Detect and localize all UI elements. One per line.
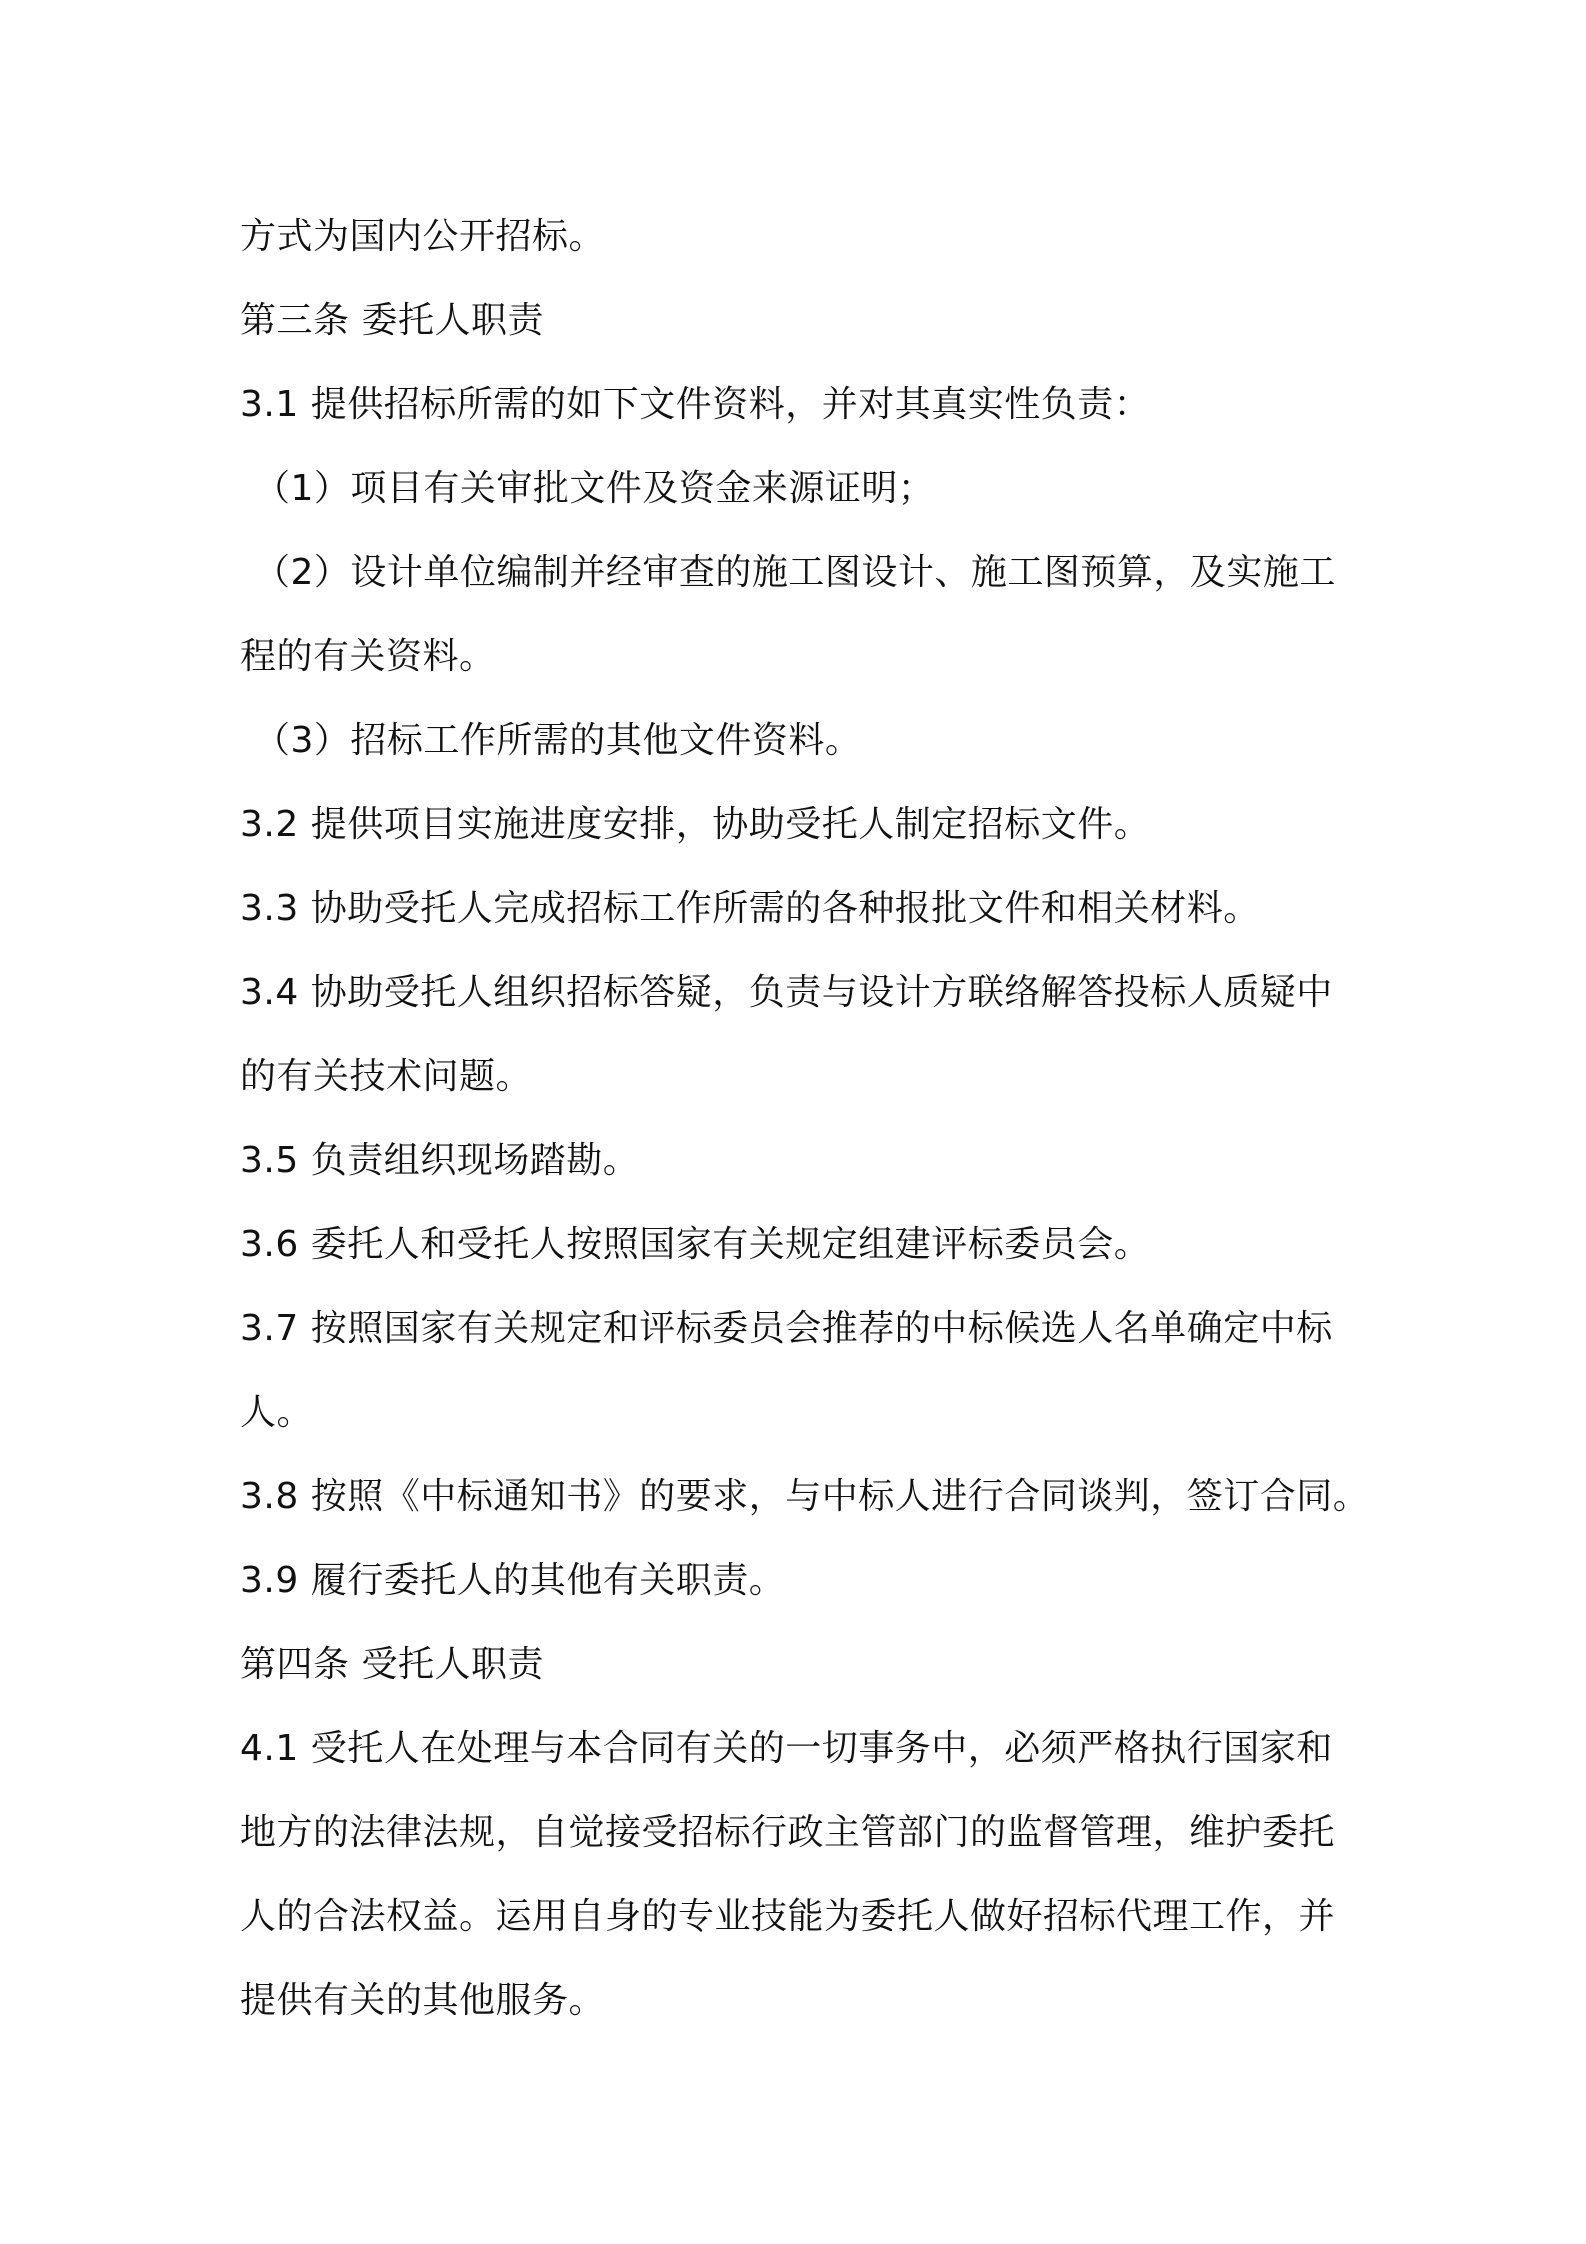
paragraph-line: 3.5 负责组织现场踏勘。 <box>240 1140 640 1181</box>
list-item-continuation: 程的有关资料。 <box>240 636 496 677</box>
paragraph-line: 3.2 提供项目实施进度安排，协助受托人制定招标文件。 <box>240 804 1151 845</box>
paragraph-line: 人。 <box>240 1392 314 1433</box>
list-item: （1）项目有关审批文件及资金来源证明； <box>254 468 935 509</box>
paragraph-line: 3.1 提供招标所需的如下文件资料，并对其真实性负责： <box>240 384 1151 425</box>
list-item: （2）设计单位编制并经审查的施工图设计、施工图预算，及实施工 <box>254 552 1336 593</box>
paragraph-line: 3.3 协助受托人完成招标工作所需的各种报批文件和相关材料。 <box>240 888 1260 929</box>
paragraph-line: 人的合法权益。运用自身的专业技能为委托人做好招标代理工作，并 <box>240 1896 1336 1937</box>
paragraph-line: 的有关技术问题。 <box>240 1056 533 1097</box>
paragraph-line: 3.4 协助受托人组织招标答疑，负责与设计方联络解答投标人质疑中 <box>240 972 1333 1013</box>
paragraph-line: 3.7 按照国家有关规定和评标委员会推荐的中标候选人名单确定中标 <box>240 1308 1333 1349</box>
paragraph-line: 4.1 受托人在处理与本合同有关的一切事务中，必须严格执行国家和 <box>240 1728 1333 1769</box>
list-item: （3）招标工作所需的其他文件资料。 <box>254 720 862 761</box>
paragraph-line: 地方的法律法规，自觉接受招标行政主管部门的监督管理，维护委托 <box>240 1812 1336 1853</box>
section-heading: 第三条 委托人职责 <box>240 300 544 341</box>
section-heading: 第四条 受托人职责 <box>240 1644 544 1685</box>
paragraph-line: 方式为国内公开招标。 <box>240 216 606 257</box>
paragraph-line: 3.8 按照《中标通知书》的要求，与中标人进行合同谈判，签订合同。 <box>240 1476 1370 1517</box>
document-body <box>240 195 1370 2043</box>
paragraph-line: 3.9 履行委托人的其他有关职责。 <box>240 1560 786 1601</box>
paragraph-line: 提供有关的其他服务。 <box>240 1980 606 2021</box>
paragraph-line: 3.6 委托人和受托人按照国家有关规定组建评标委员会。 <box>240 1224 1151 1265</box>
